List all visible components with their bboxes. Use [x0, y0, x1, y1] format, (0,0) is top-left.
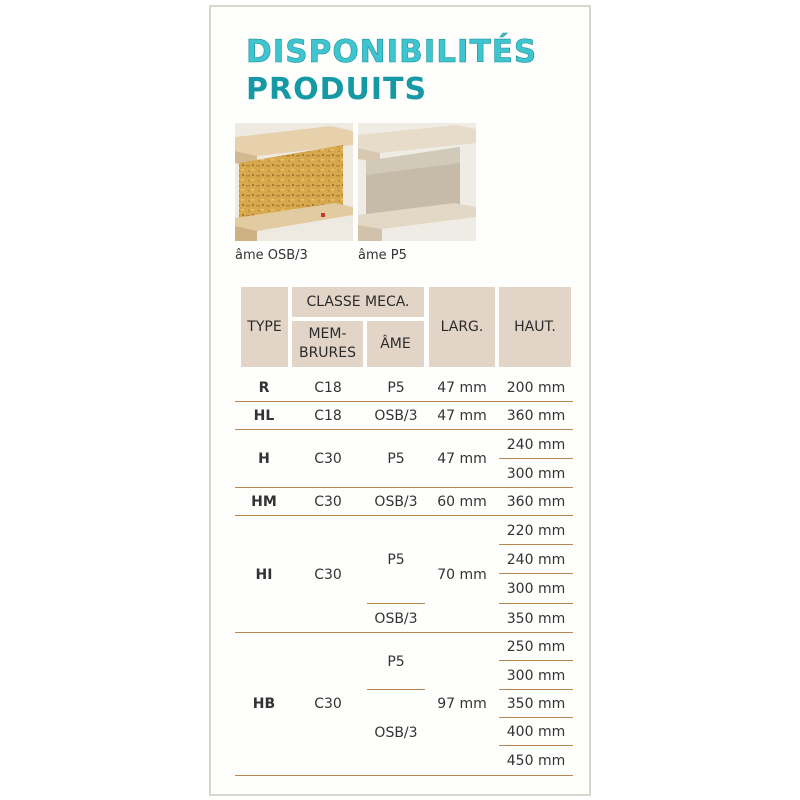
- row-rule: [499, 401, 573, 402]
- header-haut: HAUT.: [499, 287, 571, 367]
- header-type: TYPE: [241, 287, 288, 367]
- group-rule: [235, 401, 499, 402]
- osb-joist-photo: [235, 123, 353, 241]
- haut-cell: 250 mm: [506, 639, 566, 655]
- larg-cell: 97 mm: [437, 696, 487, 712]
- row-rule: [499, 487, 573, 488]
- type-cell: HM: [251, 494, 277, 510]
- haut-cell: 350 mm: [506, 610, 566, 627]
- type-cell: HL: [253, 408, 275, 424]
- haut-cell: 220 mm: [506, 522, 566, 539]
- header-classe-meca: CLASSE MECA.: [292, 287, 424, 317]
- haut-cell: 240 mm: [506, 551, 566, 568]
- row-rule: [499, 717, 573, 718]
- haut-cell: 240 mm: [506, 436, 566, 453]
- ame-cell: OSB/3: [374, 494, 418, 510]
- title-line-2: PRODUITS: [246, 72, 428, 107]
- type-cell: R: [258, 380, 270, 396]
- group-rule: [367, 603, 425, 604]
- membrures-cell: C30: [314, 451, 342, 467]
- osb-photo-caption: âme OSB/3: [235, 248, 308, 263]
- type-cell: H: [258, 451, 270, 467]
- membrures-cell: C30: [314, 494, 342, 510]
- haut-cell: 360 mm: [506, 494, 566, 510]
- ame-cell: OSB/3: [374, 610, 418, 627]
- p5-photo-caption: âme P5: [358, 248, 407, 263]
- larg-cell: 60 mm: [437, 494, 487, 510]
- haut-cell: 200 mm: [506, 380, 566, 396]
- row-rule: [499, 458, 573, 459]
- row-rule: [499, 745, 573, 746]
- header-ame: ÂME: [367, 321, 424, 367]
- row-rule: [499, 515, 573, 516]
- row-rule: [499, 632, 573, 633]
- row-rule: [499, 429, 573, 430]
- header-membrures: MEM- BRURES: [292, 321, 363, 367]
- type-cell: HI: [255, 566, 273, 583]
- group-rule: [235, 429, 499, 430]
- haut-cell: 450 mm: [506, 752, 566, 769]
- ame-cell: P5: [387, 380, 405, 396]
- ame-cell: P5: [387, 552, 405, 568]
- title-line-1: DISPONIBILITÉS: [246, 34, 538, 70]
- haut-cell: 360 mm: [506, 408, 566, 424]
- haut-cell: 400 mm: [506, 724, 566, 740]
- membrures-cell: C18: [314, 408, 342, 424]
- group-rule: [235, 515, 499, 516]
- larg-cell: 70 mm: [437, 566, 487, 583]
- row-rule: [499, 573, 573, 574]
- membrures-cell: C18: [314, 380, 342, 396]
- ame-cell: OSB/3: [374, 724, 418, 741]
- row-rule: [499, 603, 573, 604]
- larg-cell: 47 mm: [437, 380, 487, 396]
- haut-cell: 300 mm: [506, 581, 566, 597]
- membrures-cell: C30: [314, 566, 342, 583]
- haut-cell: 300 mm: [506, 465, 566, 482]
- haut-cell: 300 mm: [506, 667, 566, 684]
- ame-cell: OSB/3: [374, 408, 418, 424]
- type-cell: HB: [252, 696, 276, 712]
- ame-cell: P5: [387, 653, 405, 670]
- row-rule: [499, 689, 573, 690]
- membrures-cell: C30: [314, 696, 342, 712]
- group-rule: [367, 689, 425, 690]
- haut-cell: 350 mm: [506, 696, 566, 712]
- larg-cell: 47 mm: [437, 451, 487, 467]
- header-larg: LARG.: [429, 287, 495, 367]
- ame-cell: P5: [387, 451, 405, 467]
- row-rule: [499, 544, 573, 545]
- row-rule: [499, 660, 573, 661]
- group-rule: [235, 632, 499, 633]
- larg-cell: 47 mm: [437, 408, 487, 424]
- table-bottom-rule: [235, 775, 573, 776]
- p5-joist-photo: [358, 123, 476, 241]
- group-rule: [235, 487, 499, 488]
